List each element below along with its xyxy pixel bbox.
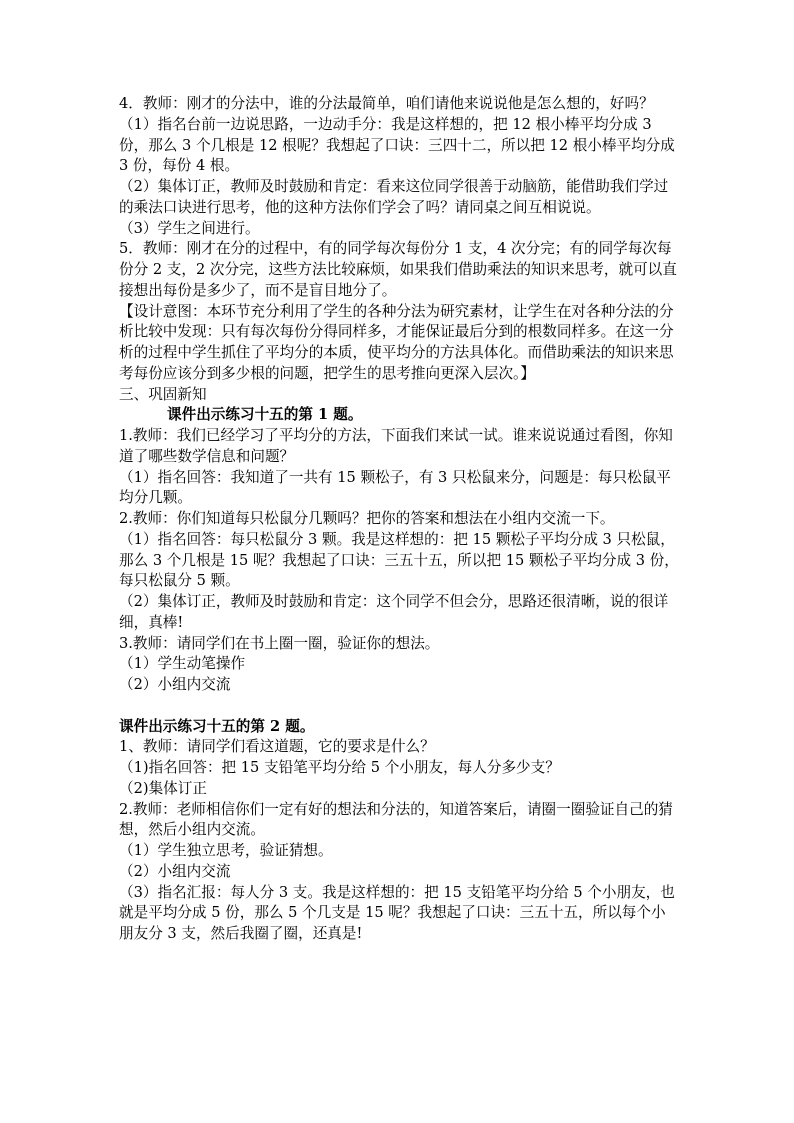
paragraph-step-4-1: （1）指名台前一边说思路，一边动手分：我是这样想的，把 12 根小棒平均分成 3 份，那么 3 个几根是 12 根呢？我想起了口诀：三四十二，所以把 12 根小棒平均分成 3 份，每份 4 根。 <box>119 115 675 175</box>
document-page <box>119 94 679 945</box>
exercise-1-step-2-2: （2）集体订正，教师及时鼓励和肯定：这个同学不但会分，思路还很清晰，说的很详细，真棒! <box>119 593 669 631</box>
exercise-2-step-2-1: （1）学生独立思考，验证猜想。 <box>119 842 333 859</box>
paragraph-step-4: 4．教师：刚才的分法中，谁的分法最简单，咱们请他来说说他是怎么想的，好吗？ <box>119 95 654 112</box>
section-heading-consolidate: 三、巩固新知 <box>119 385 207 403</box>
exercise-2-step-2: 2.教师：老师相信你们一定有好的想法和分法的，知道答案后，请圈一圈验证自己的猜想，然后小组内交流。 <box>119 800 673 839</box>
paragraph-step-4-2: （2）集体订正，教师及时鼓励和肯定：看来这位同学很善于动脑筋，能借助我们学过的乘法口诀进行思考，他的这种方法你们学会了吗？请同桌之间互相说说。 <box>119 178 669 216</box>
paragraph-step-4-3: （3）学生之间进行。 <box>119 219 260 237</box>
design-intent-note: 【设计意图：本环节充分利用了学生的各种分法为研究素材，让学生在对各种分法的分析比较中发现：只有每次每份分得同样多，才能保证最后分到的根数同样多。在这一分析的过程中学生抓住了平均分的本质，使平均分的方法具体化。而借助乘法的知识来思考每份应该分到多少根的问题，把学生的思考推向更深入层次。】 <box>119 302 674 382</box>
exercise-1-step-2-1: （1）指名回答：每只松鼠分 3 颗。我是这样想的：把 15 颗松子平均分成 3 只松鼠，那么 3 个几根是 15 呢？我想起了口诀：三五十五，所以把 15 颗松子平均分成 3 份，每只松鼠分 5 颗。 <box>119 530 679 590</box>
exercise-2-heading: 课件出示练习十五的第 2 题。 <box>119 717 315 735</box>
exercise-1-heading: 课件出示练习十五的第 1 题。 <box>167 406 363 424</box>
exercise-2-step-2-2: （2）小组内交流 <box>119 862 231 880</box>
exercise-2-step-2-3: （3）指名汇报：每人分 3 支。我是这样想的：把 15 支铅笔平均分给 5 个小朋友，也就是平均分成 5 份，那么 5 个几支是 15 呢？我想起了口诀：三五十五，所以每个小朋友分 3 支，然后我圈了圈，还真是! <box>119 883 675 942</box>
exercise-1-step-2: 2.教师：你们知道每只松鼠分几颗吗？把你的答案和想法在小组内交流一下。 <box>119 510 615 527</box>
exercise-1-step-3-2: （2）小组内交流 <box>119 676 231 693</box>
exercise-1-step-3: 3.教师：请同学们在书上圈一圈，验证你的想法。 <box>119 634 440 652</box>
exercise-1-step-1: 1.教师：我们已经学习了平均分的方法，下面我们来试一试。谁来说说通过看图，你知道了哪些数学信息和问题？ <box>119 427 673 465</box>
exercise-2-step-1-2: （2)集体订正 <box>119 779 207 797</box>
exercise-2-step-1-1: （1)指名回答：把 15 支铅笔平均分给 5 个小朋友，每人分多少支？ <box>119 759 560 776</box>
blank-line <box>119 696 679 717</box>
exercise-1-step-1-1: （1）指名回答：我知道了一共有 15 颗松子，有 3 只松鼠来分，问题是：每只松鼠平均分几颗。 <box>119 468 671 507</box>
paragraph-step-5: 5．教师：刚才在分的过程中，有的同学每次每份分 1 支，4 次分完；有的同学每次每份分 2 支，2 次分完，这些方法比较麻烦，如果我们借助乘法的知识来思考，就可以直接想出每份是多少了，而不是盲目地分了。 <box>119 240 677 299</box>
exercise-1-step-3-1: （1）学生动笔操作 <box>119 655 246 673</box>
exercise-2-step-1: 1、教师：请同学们看这道题，它的要求是什么？ <box>119 738 435 756</box>
